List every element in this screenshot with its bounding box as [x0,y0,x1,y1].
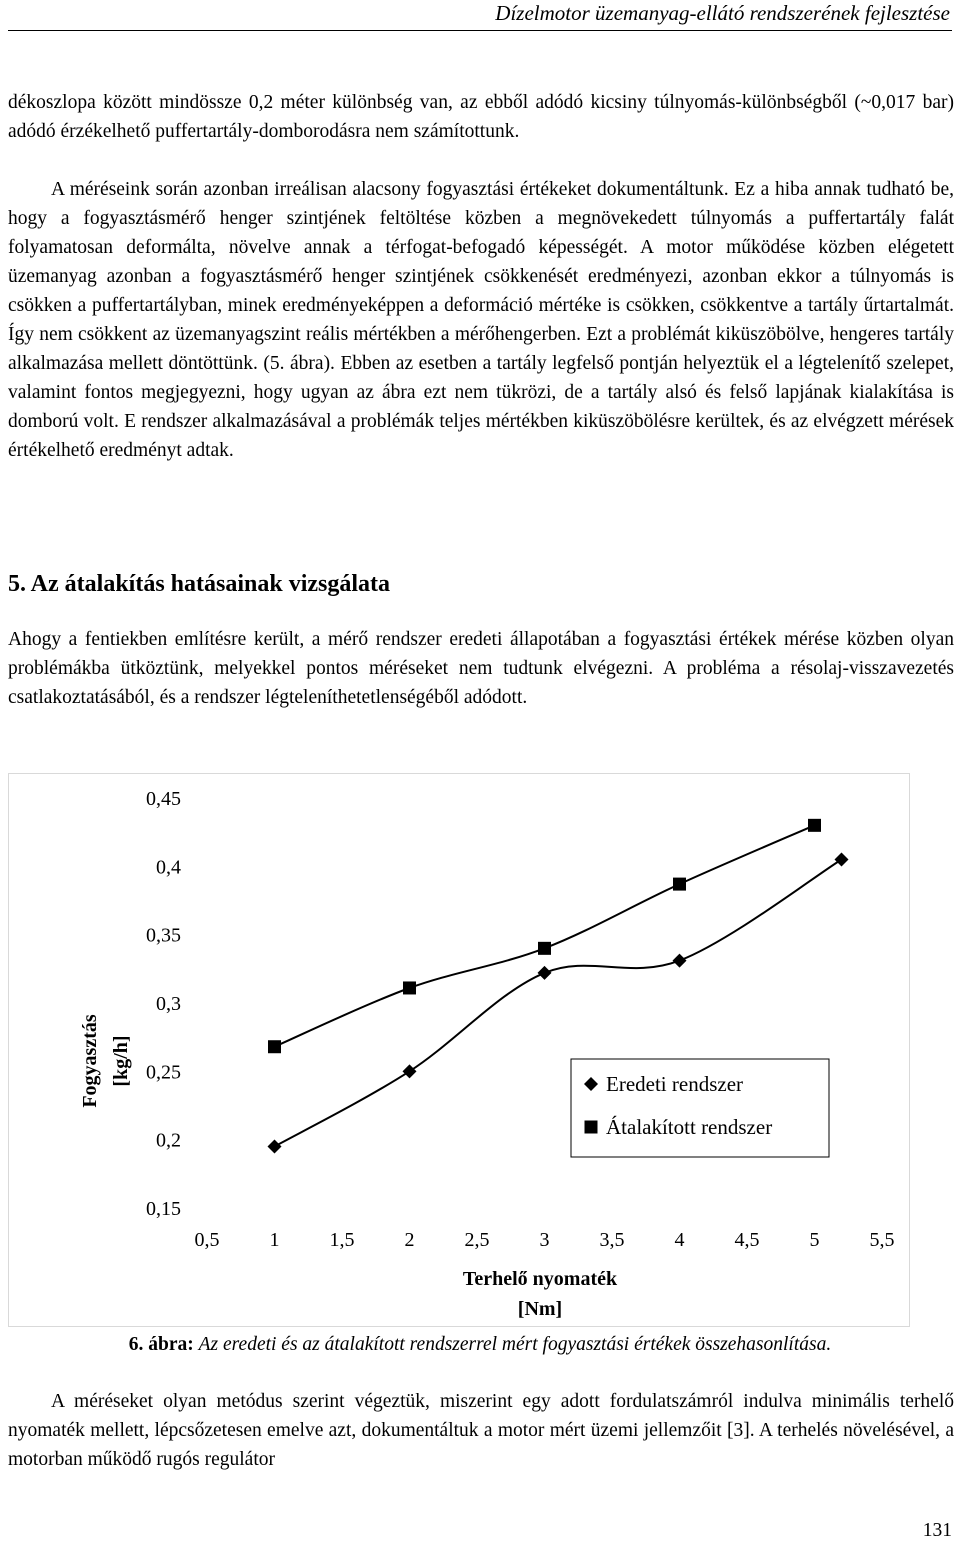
paragraph-continuation: dékoszlopa között mindössze 0,2 méter különbség van, az ebből adódó kicsiny túlnyomás-különbségből (~0,017 bar) adódó érzékelhető puffertartály-domborodásra nem számítottunk. [8,92,954,142]
data-point-square [808,819,821,832]
y-axis-unit: [kg/h] [110,1035,132,1087]
x-tick-label: 4 [674,1229,685,1251]
x-tick-label: 5,5 [869,1229,895,1251]
x-tick-label: 2 [404,1229,415,1251]
paragraph-measurement-problem: A méréseink során azonban irreálisan alacsony fogyasztási értékeket dokumentáltunk. Ez a hiba annak tudható be, hogy a fogyasztásmérő henger szintjének feltöltése közben a megnövekedett túlnyomás a puffertartály falát folyamatosan deformálta, növelve annak a térfogat-befogadó képességét. A motor működése közben elégetett üzemanyag azonban a fogyasztásmérő henger szintjének csökkenését eredményezi, azonban ekkor a túlnyomás is csökken a puffertartályban, minek eredményeképpen a deformáció mértéke is csökken, csökkentve a tartály űrtartalmát. Így nem csökkent az üzemanyagszint reális mértékben a mérőhengerben. Ezt a problémát kiküszöbölve, hengeres tartály alkalmazása mellett döntöttünk. (5. ábra). Ebben az esetben a tartály legfelső pontján helyeztük el a légtelenítő szelepet, valamint fontos megjegyezni, hogy ugyan az ábra ezt nem tükrözi, de a tartály alsó és felső lapjának kialakítása is domború volt. E rendszer alkalmazásával a problémák teljes mértékben kiküszöbölésre kerültek, és az elvégzett mérések értékelhető eredményt adtak. [8,179,954,461]
x-tick-label: 1 [269,1229,280,1251]
data-point-diamond [268,1140,282,1154]
x-tick-label: 1,5 [329,1229,355,1251]
data-point-diamond [835,853,849,867]
y-tick-label: 0,35 [146,924,181,947]
consumption-chart [9,774,911,1328]
caption-text: Az eredeti és az átalakított rendszerrel mért fogyasztási értékek összehasonlítása. [198,1334,832,1355]
series-line-modified [275,825,815,1046]
caption-separator: : [187,1334,199,1355]
legend-marker-modified [585,1121,598,1134]
data-point-square [403,981,416,994]
page-header [8,0,952,31]
data-point-diamond [403,1064,417,1078]
data-point-diamond [673,954,687,968]
x-tick-label: 0,5 [194,1229,220,1251]
running-title: Dízelmotor üzemanyag-ellátó rendszerének fejlesztése [495,1,950,25]
y-tick-label: 0,15 [146,1198,181,1220]
figure-caption [0,1332,960,1358]
y-tick-label: 0,2 [156,1129,181,1152]
y-tick-label: 0,4 [156,856,181,879]
page-number: 131 [922,1520,952,1541]
data-point-diamond [538,966,552,980]
data-point-square [538,942,551,955]
caption-number: 6. ábra [128,1334,188,1355]
paragraph-section-intro: Ahogy a fentiekben említésre került, a mérő rendszer eredeti állapotában a fogyasztási értékek mérése közben olyan problémákba ütköztünk, melyekkel pontos méréseket nem tudtunk elvégezni. A probléma a résolaj-visszavezetés csatlakoztatásából, és a rendszer légteleníthetetlenségéből adódott. [8,629,954,708]
y-tick-label: 0,45 [146,788,181,810]
x-axis-unit: [Nm] [517,1298,563,1320]
legend-label-modified: Átalakított rendszer [606,1115,773,1139]
x-tick-label: 4,5 [734,1229,760,1251]
legend-label-original: Eredeti rendszer [606,1072,744,1096]
x-tick-label: 3 [539,1229,550,1251]
x-axis-title: Terhelő nyomaték [462,1268,618,1290]
figure-frame [8,773,910,1327]
x-tick-label: 3,5 [599,1229,625,1251]
y-tick-label: 0,3 [156,993,181,1015]
section-heading: 5. Az átalakítás hatásainak vizsgálata [8,571,391,597]
x-tick-label: 2,5 [464,1229,490,1251]
paragraph-method: A méréseket olyan metódus szerint végeztük, miszerint egy adott fordulatszámról indulva minimális terhelő nyomaték mellett, lépcsőzetesen emelve azt, dokumentáltuk a motor mért üzemi jellemzőit [3]. A terhelés növelésével, a motorban működő rugós regulátor [8,1391,954,1470]
x-tick-label: 5 [809,1229,820,1251]
y-tick-label: 0,25 [146,1061,181,1084]
data-point-square [268,1040,281,1053]
data-point-square [673,878,686,891]
y-axis-title: Fogyasztás [79,1014,101,1108]
